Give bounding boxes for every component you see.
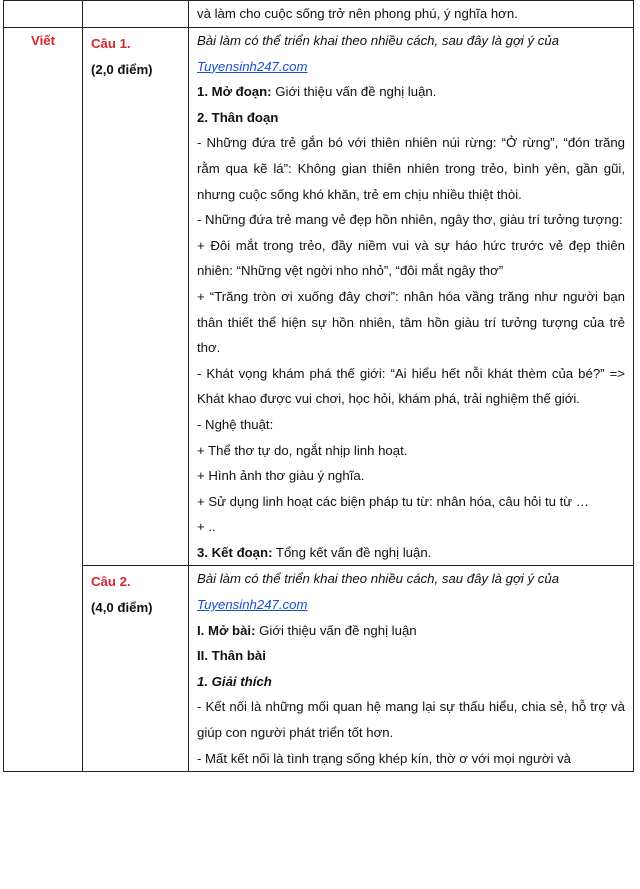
section-cell (4, 28, 83, 772)
paragraph: + Sử dụng linh hoạt các biện pháp tu từ: nhân hóa, câu hỏi tu từ … (197, 493, 589, 509)
paragraph: - Những đứa trẻ mang vẻ đẹp hồn nhiên, ngây thơ, giàu trí tưởng tượng: (197, 212, 623, 228)
than-doan-heading: 2. Thân đoạn (197, 109, 279, 125)
empty-cell (4, 1, 83, 28)
source-link[interactable]: Tuyensinh247.com (197, 597, 308, 613)
empty-cell (83, 1, 189, 28)
than-bai-heading: II. Thân bài (197, 648, 266, 664)
paragraph: - Khát vọng khám phá thế giới: “Ai hiểu hết nỗi khát thèm của bé?” => Khát khao được vui chơi, học hỏi, khám phá, trải nghiệm thế giới. (197, 365, 625, 407)
question-points: (2,0 điểm) (91, 61, 153, 77)
mo-bai: I. Mở bài: Giới thiệu vấn đề nghị luận (197, 622, 417, 638)
table-row (4, 566, 634, 772)
intro-text: Bài làm có thể triển khai theo nhiều cách, sau đây là gợi ý của Tuyensinh247.com (197, 33, 560, 74)
question-cell (83, 566, 189, 772)
paragraph: + .. (197, 519, 216, 535)
answer-cell (189, 28, 634, 566)
continuation-text: và làm cho cuộc sống trở nên phong phú, ý nghĩa hơn. (197, 6, 518, 21)
paragraph: - Kết nối là những mối quan hệ mang lại sự thấu hiểu, chia sẻ, hỗ trợ và giúp con người phát triển tốt hơn. (197, 699, 625, 741)
paragraph: + Hình ảnh thơ giàu ý nghĩa. (197, 468, 365, 484)
continuation-text-cell (189, 1, 634, 28)
paragraph: + “Trăng tròn ơi xuống đây chơi”: nhân hóa vầng trăng như người bạn thân thiết thể hiện sự hồn nhiên, tâm hồn giàu trí tưởng tượng của trẻ thơ. (197, 288, 625, 356)
mo-doan: 1. Mở đoạn: Giới thiệu vấn đề nghị luận. (197, 84, 437, 100)
paragraph: - Nghệ thuật: (197, 416, 274, 432)
question-title: Câu 1. (91, 36, 131, 51)
paragraph: - Mất kết nối là tình trạng sống khép kín, thờ ơ với mọi người và (197, 750, 572, 766)
answer-table (3, 0, 634, 772)
answer-cell (189, 566, 634, 772)
paragraph: - Những đứa trẻ gắn bó với thiên nhiên núi rừng: “Ở rừng”, “đón trăng rằm qua kẽ lá”: Không gian thiên nhiên trong trẻo, bình yên, gần gũi, nhưng cuộc sống khó khăn, trẻ em chịu nhiều thiệt thòi. (197, 135, 625, 202)
table-row (4, 28, 634, 566)
giai-thich-heading: 1. Giải thích (197, 673, 272, 689)
section-label: Viết (31, 33, 55, 48)
intro-text: Bài làm có thể triển khai theo nhiều cách, sau đây là gợi ý của Tuyensinh247.com (197, 571, 560, 613)
paragraph: + Đôi mắt trong trẻo, đầy niềm vui và sự háo hức trước vẻ đẹp thiên nhiên: “Những vệt ngời nho nhỏ”, “đôi mắt ngây thơ” (197, 237, 625, 279)
table-row (4, 1, 634, 28)
ket-doan: 3. Kết đoạn: Tổng kết vấn đề nghị luận. (197, 544, 432, 560)
question-cell (83, 28, 189, 566)
question-points: (4,0 điểm) (91, 600, 153, 616)
paragraph: + Thể thơ tự do, ngắt nhịp linh hoạt. (197, 442, 408, 458)
question-title: Câu 2. (91, 574, 131, 590)
source-link[interactable]: Tuyensinh247.com (197, 58, 308, 74)
